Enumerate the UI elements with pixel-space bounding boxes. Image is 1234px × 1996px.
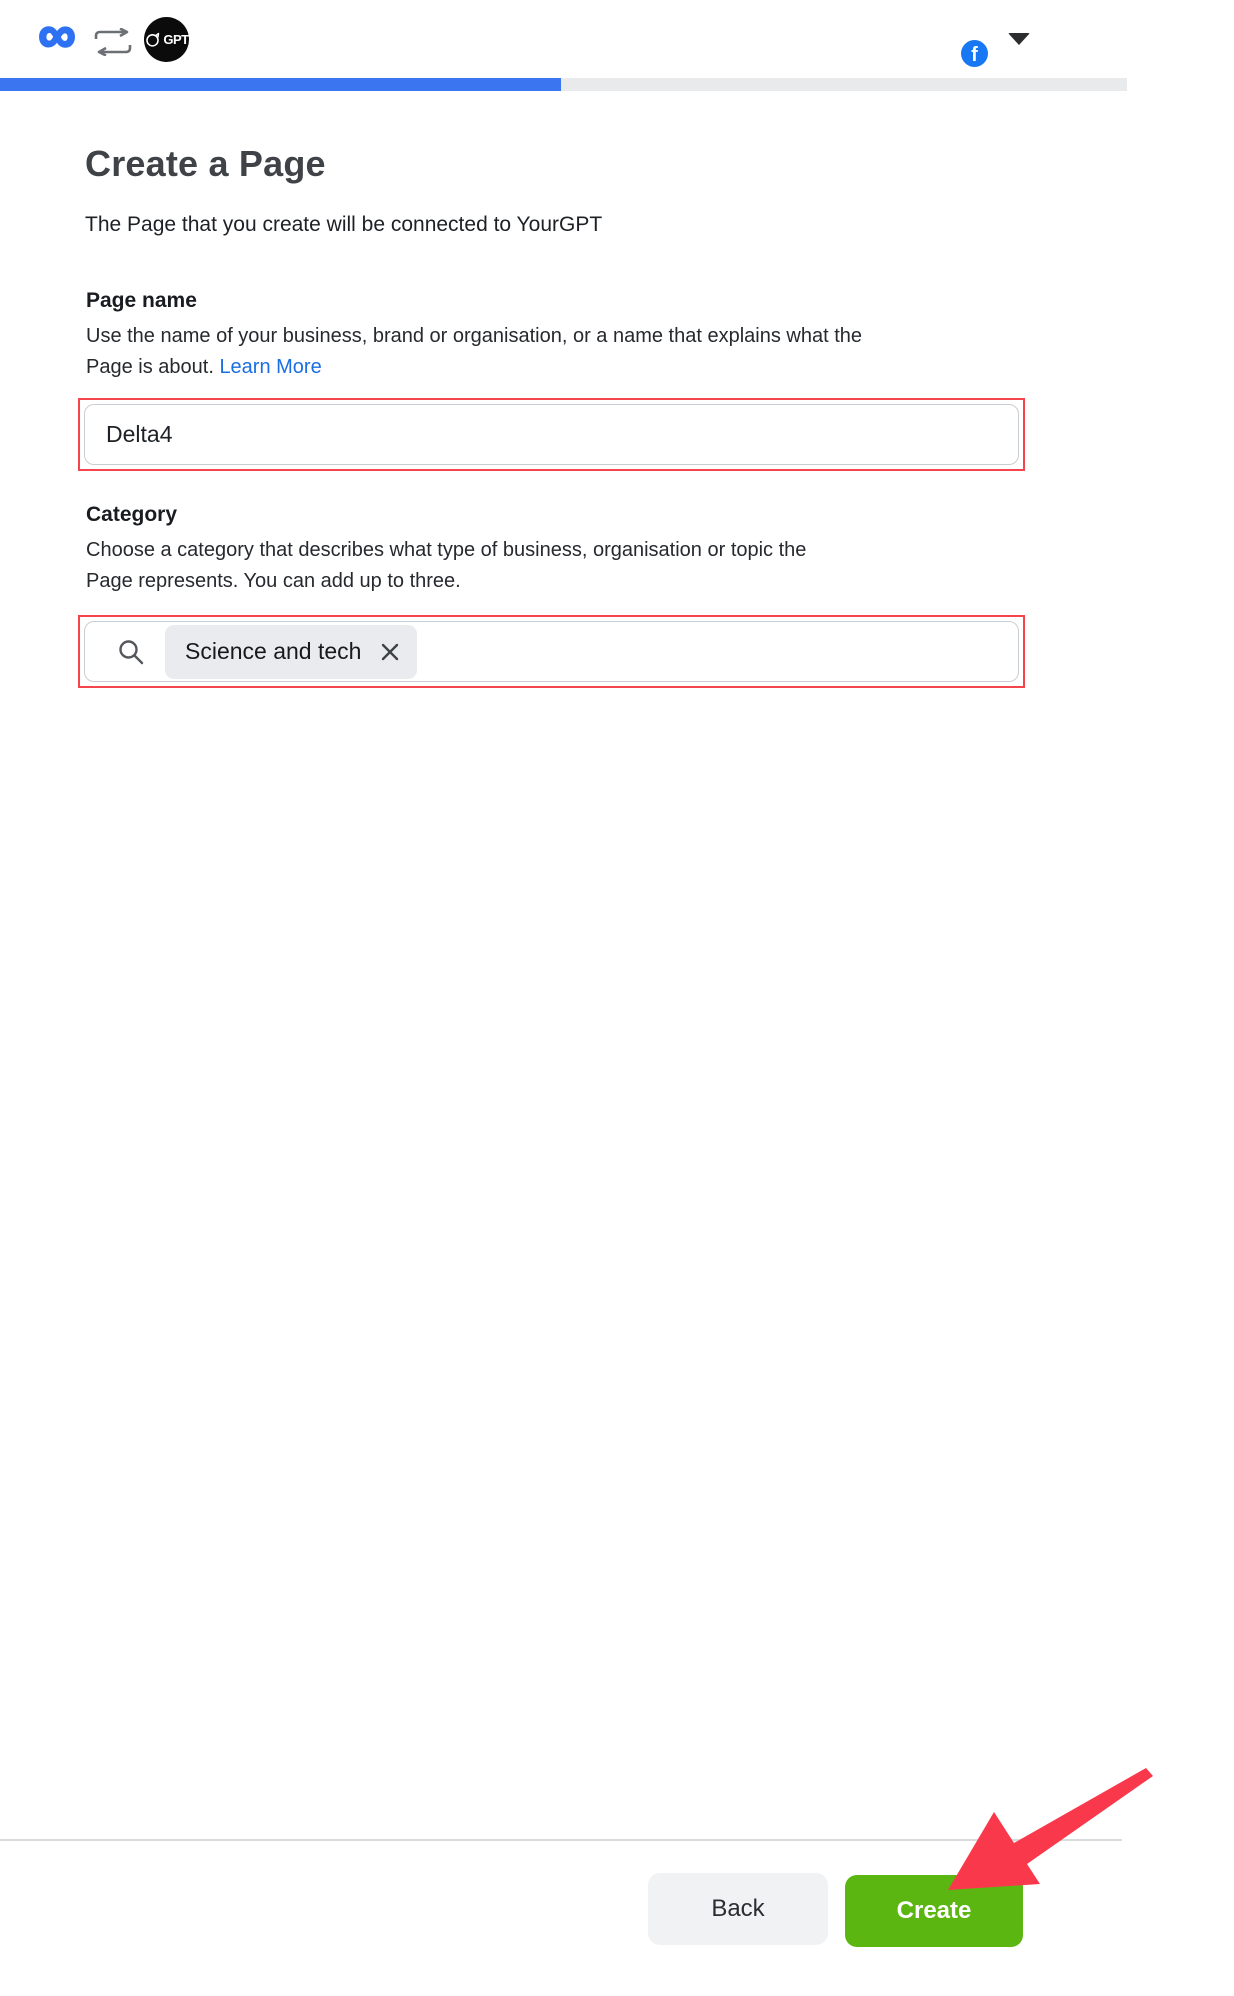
progress-bar-fill [0, 78, 561, 91]
yourgpt-logo [144, 17, 189, 62]
category-description-line2: Page represents. You can add up to three. [86, 570, 461, 592]
page-name-input-wrapper [84, 404, 1019, 465]
meta-infinity-glyph: ∞ [38, 6, 76, 64]
close-icon[interactable] [379, 641, 401, 663]
page-name-description-line1: Use the name of your business, brand or organisation, or a name that explains what the [86, 325, 863, 347]
category-description [86, 535, 806, 597]
yourgpt-logo-label: GPT [163, 32, 189, 47]
page-name-label: Page name [86, 289, 197, 312]
meta-logo [32, 6, 82, 64]
category-search-field[interactable] [84, 621, 1019, 682]
learn-more-link[interactable]: Learn More [219, 356, 322, 378]
sync-icon [92, 28, 134, 56]
category-annotation-box [78, 615, 1025, 688]
page-name-input[interactable] [85, 405, 1018, 464]
caret-down-icon[interactable] [1008, 33, 1030, 45]
footer-divider [0, 1839, 1122, 1841]
page-name-description-line2: Page is about. [86, 356, 214, 378]
page-name-description [86, 321, 862, 383]
category-chip-label: Science and tech [185, 638, 362, 664]
page-title: Create a Page [85, 143, 326, 184]
create-button[interactable]: Create [845, 1875, 1023, 1947]
page-name-annotation-box [78, 398, 1025, 471]
yourgpt-hand-glyph [144, 31, 161, 48]
page-subtitle: The Page that you create will be connected to YourGPT [85, 213, 603, 236]
back-button[interactable]: Back [648, 1873, 828, 1945]
search-icon [117, 638, 145, 666]
facebook-avatar[interactable] [961, 40, 988, 67]
facebook-f-glyph: f [971, 44, 978, 66]
progress-bar [0, 78, 1127, 91]
category-chip [165, 625, 417, 679]
category-label: Category [86, 503, 178, 526]
category-description-line1: Choose a category that describes what type of business, organisation or topic the [86, 539, 807, 561]
